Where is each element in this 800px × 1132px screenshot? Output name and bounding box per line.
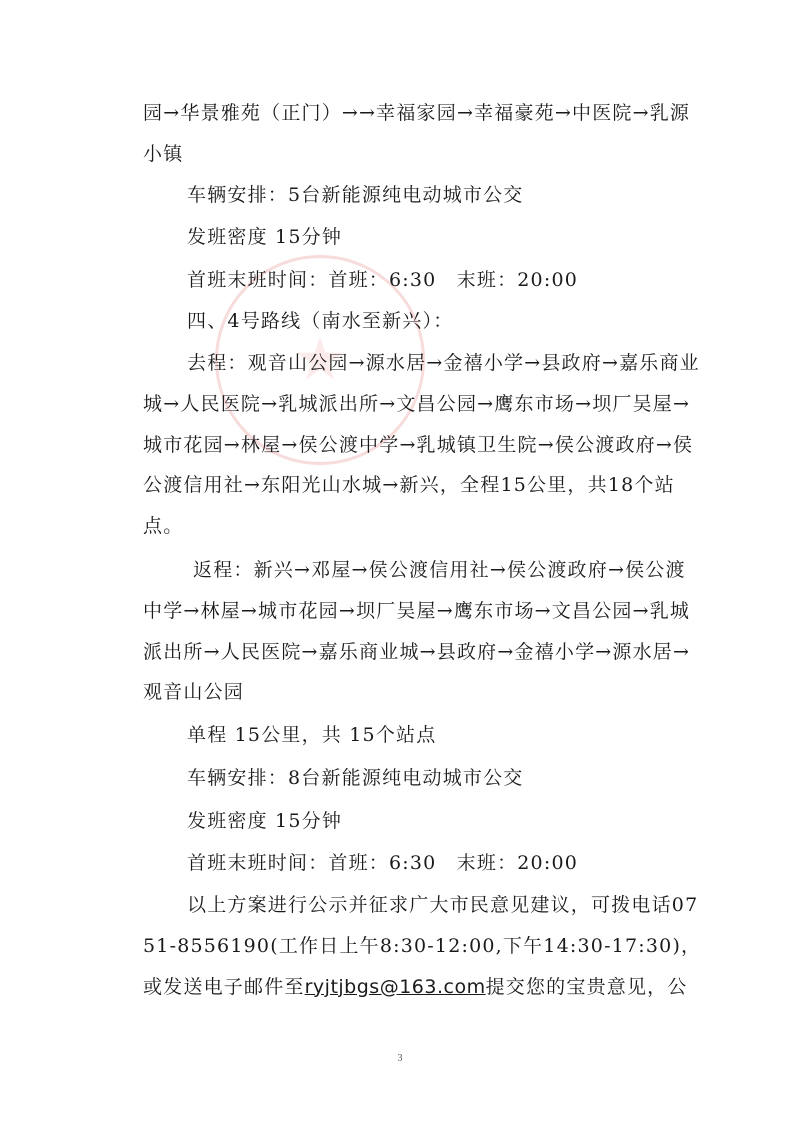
outbound-route-paragraph: 去程：观音山公园→源水居→金禧小学→县政府→嘉乐商业城→人民医院→乳城派出所→文昌公园→鹰东市场→坝厂吴屋→城市花园→林屋→侯公渡中学→乳城镇卫生院→侯公渡政府→侯公渡信用社→东阳光山水城→新兴，全程15公里，共18个站点。: [143, 352, 700, 538]
vehicle-arrangement-line: 车辆安排：5台新能源纯电动城市公交: [187, 184, 524, 206]
return-route-paragraph: 返程：新兴→邓屋→侯公渡信用社→侯公渡政府→侯公渡中学→林屋→城市花园→坝厂吴屋→鹰东市场→文昌公园→乳城派出所→人民医院→嘉乐商业城→县政府→金禧小学→源水居→观音山公园: [143, 559, 691, 704]
vehicle-arrangement-line-2: 车辆安排：8台新能源纯电动城市公交: [187, 767, 524, 789]
departure-frequency-line-2: 发班密度 15分钟: [187, 810, 343, 832]
route-4-heading: 四、4号路线（南水至新兴）：: [187, 310, 454, 332]
page-number: 3: [397, 1053, 403, 1064]
route-continuation-paragraph: 园→华景雅苑（正门）→→幸福家园→幸福豪苑→中医院→乳源小镇: [143, 102, 691, 165]
schedule-time-line: 首班末班时间：首班：6:30 末班：20:00: [187, 269, 579, 291]
feedback-email-link[interactable]: ryjtjbgs@163.com: [304, 975, 486, 998]
single-trip-summary-line: 单程 15公里，共 15个站点: [187, 724, 437, 746]
departure-frequency-line: 发班密度 15分钟: [187, 226, 343, 248]
schedule-time-line-2: 首班末班时间：首班：6:30 末班：20:00: [187, 852, 579, 874]
notice-text-continued: 提交您的宝贵意见，公: [485, 975, 688, 998]
public-notice-paragraph: [143, 885, 703, 1007]
notice-text: 以上方案进行公示并征求广大市民意见建议，可拨电话0751-8556190(工作日上午8:30-12:00,下午14:30-17:30)，或发送电子邮件至: [143, 894, 702, 998]
